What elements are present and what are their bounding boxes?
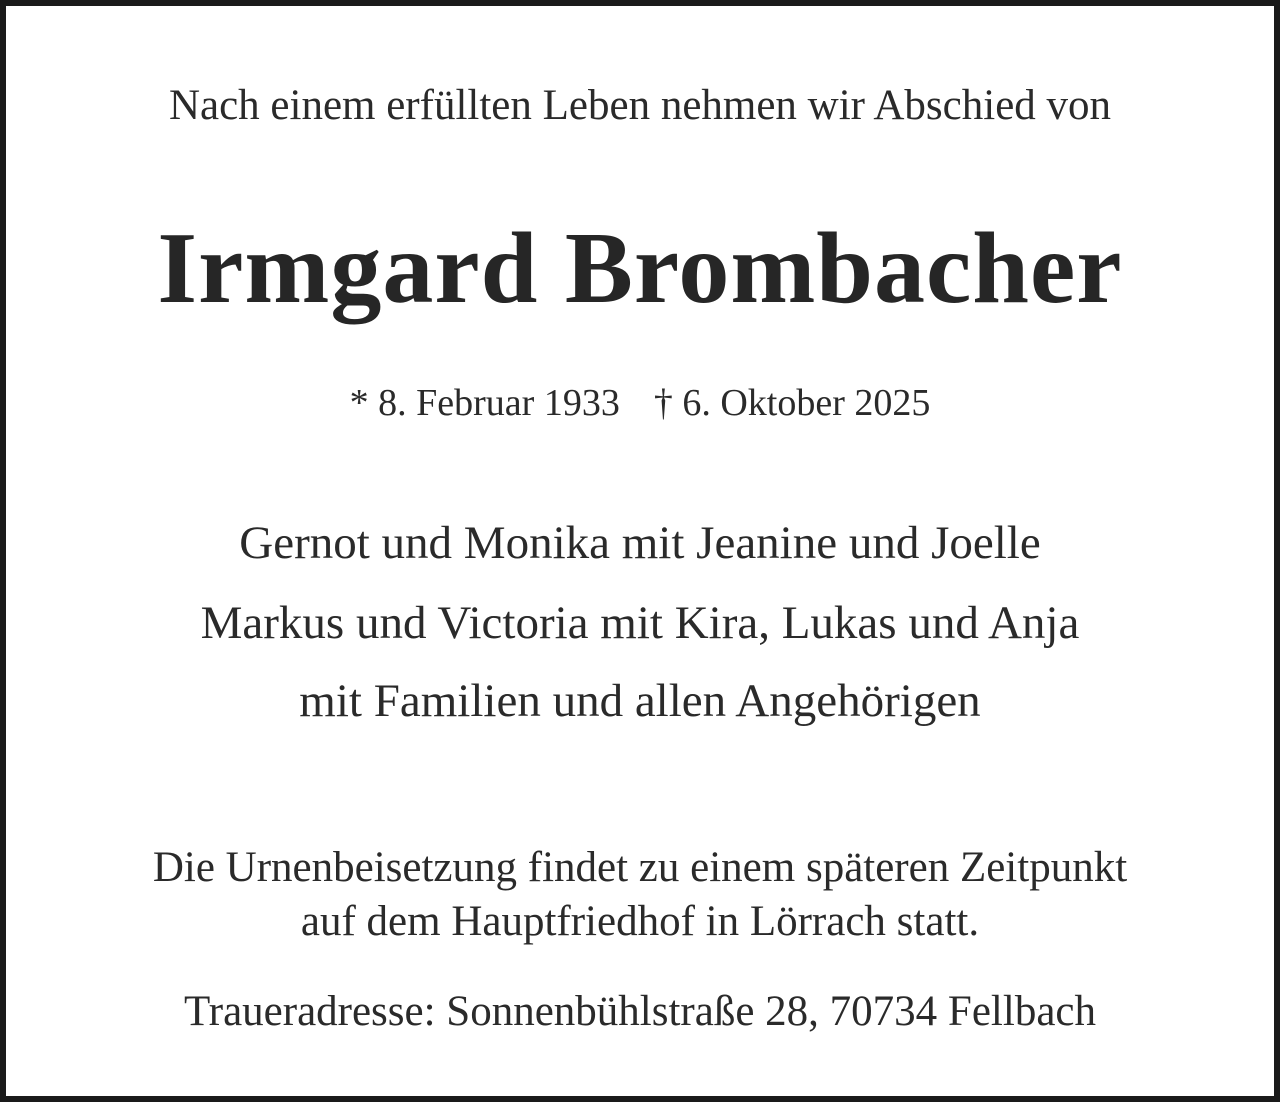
burial-info-line: Die Urnenbeisetzung findet zu einem späteren Zeitpunkt <box>152 844 1128 891</box>
death-date: † 6. Oktober 2025 <box>653 382 931 424</box>
mourning-address: Traueradresse: Sonnenbühlstraße 28, 70734 Fellbach <box>184 988 1096 1035</box>
family-line: Markus und Victoria mit Kira, Lukas und Anja <box>200 597 1080 649</box>
burial-info-line: auf dem Hauptfriedhof in Lörrach statt. <box>300 898 980 945</box>
intro-text: Nach einem erfüllten Leben nehmen wir Abschied von <box>168 82 1112 129</box>
life-dates <box>6 384 1274 422</box>
birth-date: * 8. Februar 1933 <box>349 382 620 424</box>
family-line: Gernot und Monika mit Jeanine und Joelle <box>239 517 1041 569</box>
deceased-name: Irmgard Brombacher <box>157 212 1123 325</box>
family-line: mit Familien und allen Angehörigen <box>299 675 981 727</box>
